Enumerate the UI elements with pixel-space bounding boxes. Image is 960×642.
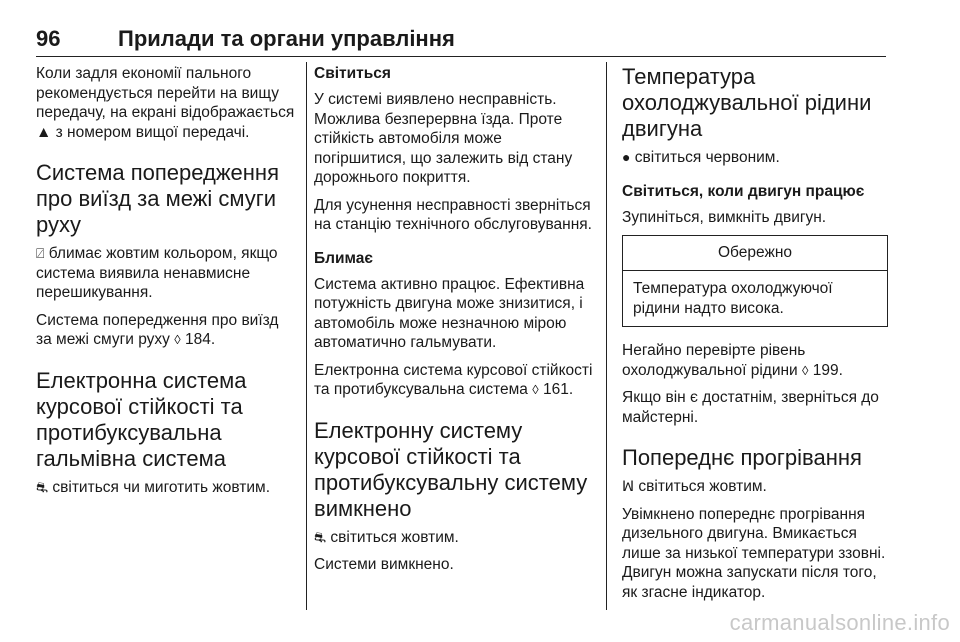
page-title: Прилади та органи управління xyxy=(118,26,455,51)
preheat-coil-icon: ꟽ xyxy=(622,478,635,494)
blinking-paragraph: Система активно працює. Ефективна потужність двигуна може знизитися, і автомобіль може незначною мірою автоматично гальмувати. xyxy=(314,275,585,351)
lit-heading: Світиться xyxy=(314,65,391,82)
coolant-temp-heading: Температура охолоджувальної рідини двигуна xyxy=(622,64,872,141)
column-divider xyxy=(606,62,607,610)
page-ref-link[interactable]: 199. xyxy=(812,361,843,379)
column-left xyxy=(36,64,298,505)
systems-off-paragraph: Системи вимкнено. xyxy=(314,556,454,573)
esc-warning-icon: ⛐ xyxy=(36,478,49,495)
esc-ref-paragraph: Електронна система курсової стійкості та протибуксувальна система ◊ 161. xyxy=(314,361,593,398)
watermark: carmanualsonline.info xyxy=(729,610,950,635)
column-divider xyxy=(306,62,307,610)
esc-paragraph: ⛐ світиться чи миготить жовтим. xyxy=(36,478,271,496)
column-right xyxy=(622,64,888,610)
lit-paragraph: У системі виявлено несправність. Можлива безперервна їзда. Проте стійкість автомобіля може погіршитися, що залежить від стану дорожнього покриття. xyxy=(314,91,573,186)
upshift-paragraph: Коли задля економії пального рекомендується перейти на вищу передачу, на екрані відображається ▲ з номером вищої передачі. xyxy=(36,65,295,141)
blinking-heading: Блимає xyxy=(314,249,373,267)
page-number: 96 xyxy=(36,26,61,51)
lane-departure-ref-paragraph: Система попередження про виїзд за межі смуги руху ◊ 184. xyxy=(36,311,279,348)
page-header xyxy=(36,22,886,57)
stop-engine-paragraph: Зупиніться, вимкніть двигун. xyxy=(622,208,827,226)
check-level-paragraph: Негайно перевірте рівень охолоджувальної рідини ◊ 199. xyxy=(622,342,843,379)
lane-departure-paragraph: ⍁ блимає жовтим кольором, якщо система виявила ненавмисне перешикування. xyxy=(36,245,278,301)
workshop-paragraph: Якщо він є достатнім, зверніться до майстерні. xyxy=(622,389,879,426)
page-ref-icon: ◊ xyxy=(802,362,809,378)
esc-off-paragraph: ⛐ світиться жовтим. xyxy=(314,528,459,546)
coolant-temp-paragraph: ● світиться червоним. xyxy=(622,149,780,166)
esc-off-icon: ⛐ xyxy=(314,528,327,545)
esc-heading: Електронна система курсової стійкості та протибуксувальна гальмівна система xyxy=(36,367,247,471)
preheat-lit-paragraph: ꟽ світиться жовтим. xyxy=(622,478,767,495)
preheat-heading: Попереднє прогрівання xyxy=(622,445,862,470)
engine-running-heading: Світиться, коли двигун працює xyxy=(622,182,865,200)
coolant-indicator-icon: ● xyxy=(622,149,631,165)
preheat-paragraph: Увімкнено попереднє прогрівання дизельного двигуна. Вмикається лише за низької температури ззовні. Двигун можна запускати після того, як згасне індикатор. xyxy=(622,505,886,601)
page-ref-icon: ◊ xyxy=(532,382,539,397)
service-paragraph: Для усунення несправності зверніться на станцію технічного обслуговування. xyxy=(314,196,592,233)
page-ref-link[interactable]: 184. xyxy=(184,331,216,348)
caution-text: Температура охолоджуючої рідини надто висока. xyxy=(633,280,833,317)
page-ref-link[interactable]: 161. xyxy=(542,381,574,398)
column-middle xyxy=(314,64,594,583)
lane-departure-heading: Система попередження про виїзд за межі смуги руху xyxy=(36,160,279,237)
page-ref-icon: ◊ xyxy=(174,332,181,347)
lane-departure-icon: ⍁ xyxy=(36,245,45,261)
caution-box xyxy=(622,235,888,327)
caution-title: Обережно xyxy=(623,236,887,271)
esc-off-heading: Електронну систему курсової стійкості та протибуксувальну систему вимкнено xyxy=(314,417,588,521)
